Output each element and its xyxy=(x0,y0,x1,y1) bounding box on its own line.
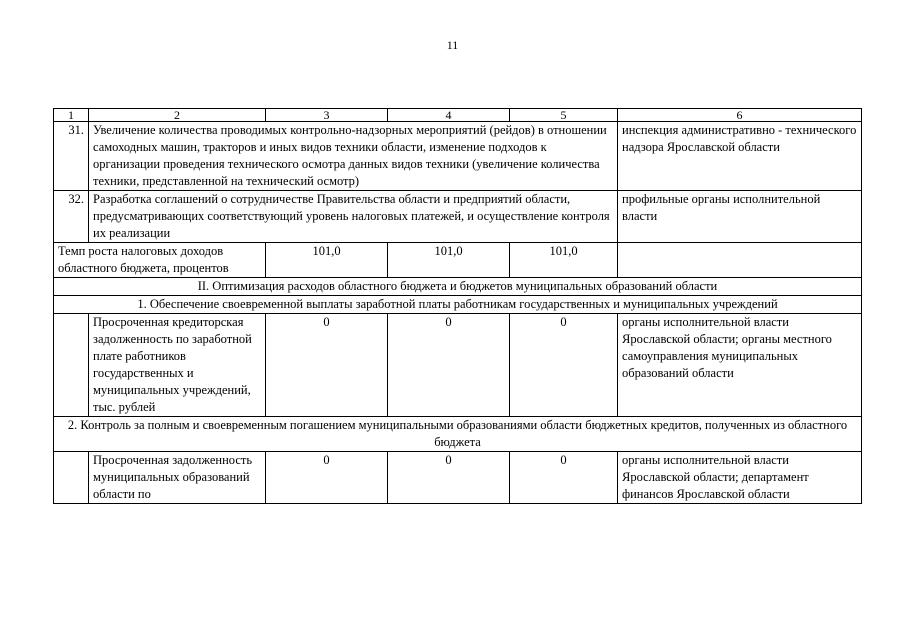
subsection-heading: 2. Контроль за полным и своевременным погашением муниципальными образованиями области бюджетных кредитов, полученных из областного бюджета xyxy=(54,417,862,452)
row-number xyxy=(54,314,89,417)
executor-text: органы исполнительной власти Ярославской области; органы местного самоуправления муниципальных образований области xyxy=(618,314,862,417)
header-col-2: 2 xyxy=(89,109,266,122)
value-col-3: 0 xyxy=(266,314,388,417)
value-col-4: 0 xyxy=(388,314,510,417)
subsection-heading-row xyxy=(54,417,862,452)
header-col-5: 5 xyxy=(510,109,618,122)
header-col-6: 6 xyxy=(618,109,862,122)
value-col-3: 101,0 xyxy=(266,243,388,278)
header-col-3: 3 xyxy=(266,109,388,122)
table-row-tax-rate xyxy=(54,243,862,278)
section-heading: II. Оптимизация расходов областного бюджета и бюджетов муниципальных образований области xyxy=(54,278,862,296)
header-col-1: 1 xyxy=(54,109,89,122)
row-number: 31. xyxy=(54,122,89,191)
page-number: 11 xyxy=(446,38,459,52)
value-col-5: 0 xyxy=(510,452,618,504)
table-row-arrears-wages xyxy=(54,314,862,417)
executor-text: инспекция административно - технического надзора Ярославской области xyxy=(618,122,862,191)
section-heading-row xyxy=(54,278,862,296)
value-col-4: 101,0 xyxy=(388,243,510,278)
indicator-text: Темп роста налоговых доходов областного бюджета, процентов xyxy=(54,243,266,278)
value-col-4: 0 xyxy=(388,452,510,504)
measure-text: Разработка соглашений о сотрудничестве Правительства области и предприятий области, предусматривающих соответствующий уровень налоговых платежей, и осуществление контроля их реализации xyxy=(89,191,618,243)
measures-table xyxy=(53,108,862,504)
executor-text xyxy=(618,243,862,278)
value-col-3: 0 xyxy=(266,452,388,504)
value-col-5: 101,0 xyxy=(510,243,618,278)
measure-text: Увеличение количества проводимых контрольно-надзорных мероприятий (рейдов) в отношении самоходных машин, тракторов и иных видов техники области, изменение подходов к организации проведения технического осмотра данных видов техники (увеличение количества техники, представленной на технический осмотр) xyxy=(89,122,618,191)
subsection-heading: 1. Обеспечение своевременной выплаты заработной платы работникам государственных и муниципальных учреждений xyxy=(54,296,862,314)
header-col-4: 4 xyxy=(388,109,510,122)
executor-text: профильные органы исполнительной власти xyxy=(618,191,862,243)
indicator-text: Просроченная кредиторская задолженность по заработной плате работников государственных и муниципальных учреждений, тыс. рублей xyxy=(89,314,266,417)
executor-text: органы исполнительной власти Ярославской области; департамент финансов Ярославской области xyxy=(618,452,862,504)
indicator-text: Просроченная задолженность муниципальных образований области по xyxy=(89,452,266,504)
row-number xyxy=(54,452,89,504)
row-number: 32. xyxy=(54,191,89,243)
table-row-arrears-munic xyxy=(54,452,862,504)
subsection-heading-row xyxy=(54,296,862,314)
value-col-5: 0 xyxy=(510,314,618,417)
table-header-row xyxy=(54,109,862,122)
table-row-32 xyxy=(54,191,862,243)
table-row-31 xyxy=(54,122,862,191)
